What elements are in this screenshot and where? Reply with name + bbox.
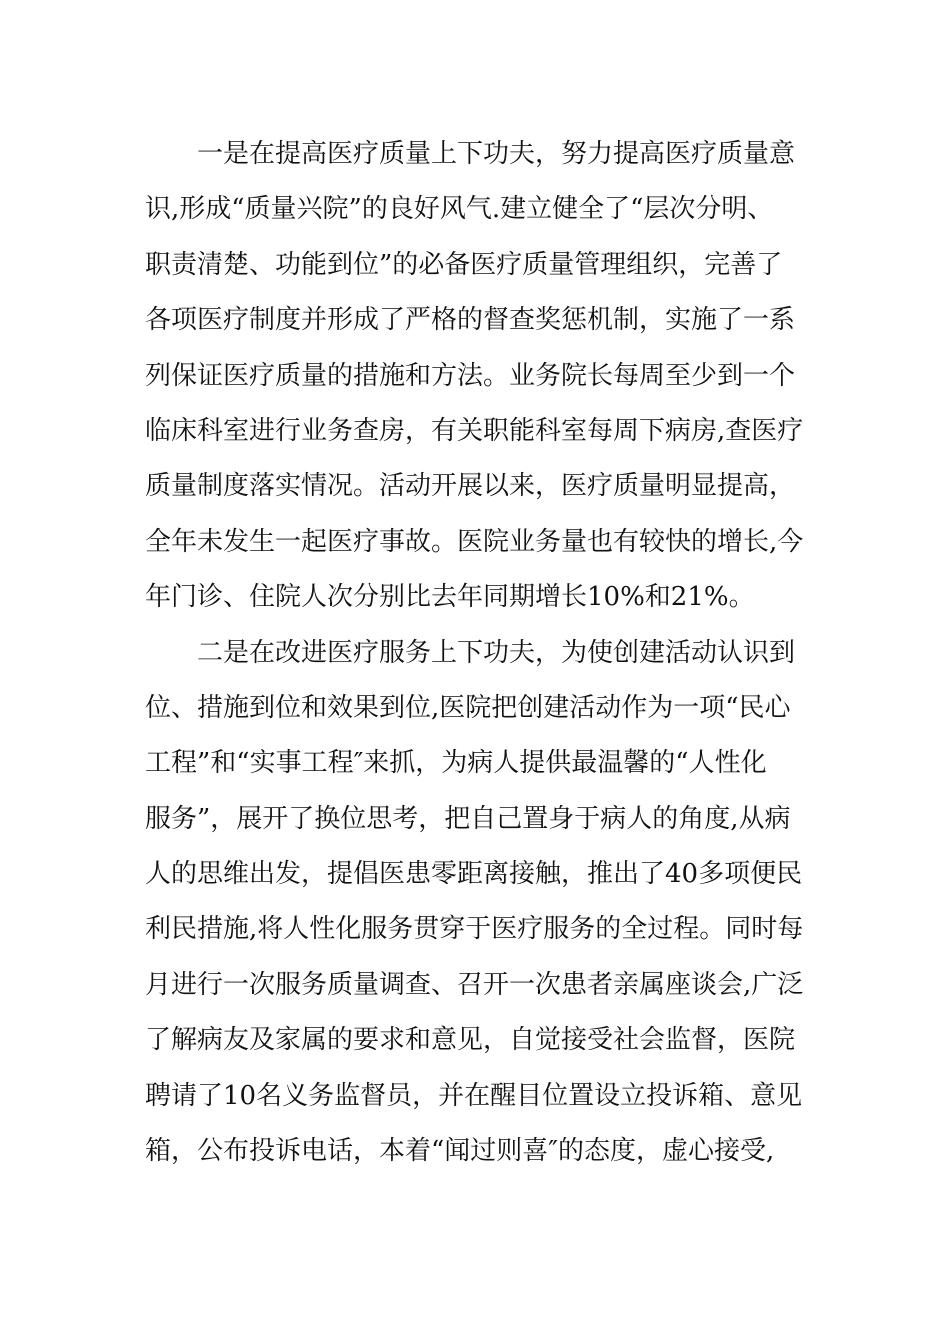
text-line: 临床科室进行业务查房，有关职能科室每周下病房,查医疗 — [145, 415, 804, 446]
text-line: 工程”和“实事工程″来抓，为病人提供最温馨的“人性化 — [145, 748, 767, 779]
text-line: 月进行一次服务质量调查、召开一次患者亲属座谈会,广泛 — [145, 969, 804, 1000]
text-line: 职责清楚、功能到位”的必备医疗质量管理组织，完善了 — [145, 249, 783, 280]
text-line: 利民措施,将人性化服务贯穿于医疗服务的全过程。同时每 — [145, 914, 804, 945]
text-line: 年门诊、住院人次分别比去年同期增长10%和21%。 — [145, 582, 755, 613]
text-line: 列保证医疗质量的措施和方法。业务院长每周至少到一个 — [145, 360, 796, 391]
text-line: 人的思维出发，提倡医患零距离接触，推出了40多项便民 — [145, 859, 803, 890]
text-line: 位、措施到位和效果到位,医院把创建活动作为一项“民心 — [145, 692, 791, 723]
text-line: 服务”，展开了换位思考，把自己置身于病人的角度,从病 — [145, 803, 791, 834]
paragraph-service — [145, 626, 825, 1180]
text-line: 质量制度落实情况。活动开展以来，医疗质量明显提高， — [145, 471, 796, 502]
document-body — [145, 127, 825, 1179]
text-line: 聘请了10名义务监督员，并在醒目位置设立投诉箱、意见 — [145, 1080, 803, 1111]
text-line: 识,形成“质量兴院”的良好风气.建立健全了“层次分明、 — [145, 194, 774, 225]
text-line: 二是在改进医疗服务上下功夫，为使创建活动认识到 — [197, 637, 796, 668]
text-line: 箱，公布投诉电话，本着“闻过则喜″的态度，虚心接受, — [145, 1136, 775, 1167]
text-line: 一是在提高医疗质量上下功夫，努力提高医疗质量意 — [197, 139, 796, 169]
text-line: 全年未发生一起医疗事故。医院业务量也有较快的增长,今 — [145, 526, 804, 557]
text-line: 了解病友及家属的要求和意见，自觉接受社会监督，医院 — [145, 1025, 796, 1056]
text-line: 各项医疗制度并形成了严格的督查奖惩机制，实施了一系 — [145, 305, 796, 336]
paragraph-quality — [145, 127, 825, 626]
